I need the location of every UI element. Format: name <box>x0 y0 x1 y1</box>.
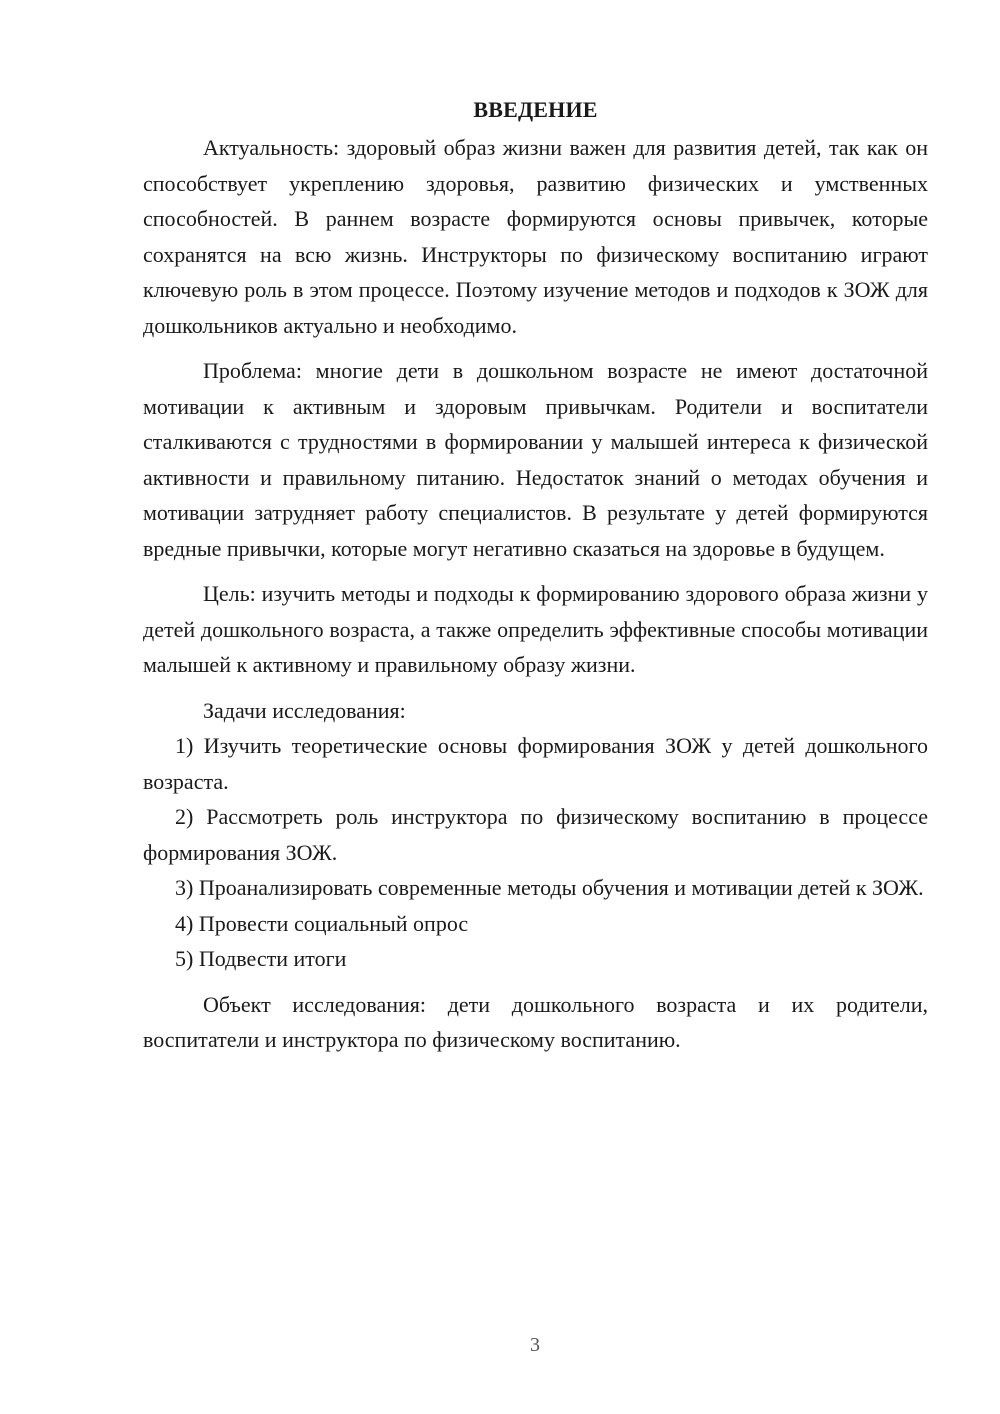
paragraph-problem: Проблема: многие дети в дошкольном возрасте не имеют достаточной мотивации к активным и здоровым привычкам. Родители и воспитатели сталкиваются с трудностями в формировании у малышей интереса к физической активности и правильному питанию. Недостаток знаний о методах обучения и мотивации затрудняет работу специалистов. В результате у детей формируются вредные привычки, которые могут негативно сказаться на здоровье в будущем. <box>143 358 928 561</box>
document-page <box>143 92 928 1058</box>
tasks-heading: Задачи исследования: <box>203 697 406 723</box>
list-item: 2) Рассмотреть роль инструктора по физическому воспитанию в процессе формирования ЗОЖ. <box>143 804 928 865</box>
paragraph-goal: Цель: изучить методы и подходы к формированию здорового образа жизни у детей дошкольного возраста, а также определить эффективные способы мотивации малышей к активному и правильному образу жизни. <box>143 581 928 677</box>
list-item: 5) Подвести итоги <box>175 946 347 971</box>
paragraph-relevance: Актуальность: здоровый образ жизни важен для развития детей, так как он способствует укреплению здоровья, развитию физических и умственных способностей. В раннем возрасте формируются основы привычек, которые сохранятся на всю жизнь. Инструкторы по физическому воспитанию играют ключевую роль в этом процессе. Поэтому изучение методов и подходов к ЗОЖ для дошкольников актуально и необходимо. <box>143 135 928 338</box>
tasks-list <box>143 728 928 977</box>
page-title: ВВЕДЕНИЕ <box>473 97 598 122</box>
list-item: 4) Провести социальный опрос <box>175 910 469 936</box>
list-item: 1) Изучить теоретические основы формирования ЗОЖ у детей дошкольного возраста. <box>143 733 928 794</box>
paragraph-object: Объект исследования: дети дошкольного возраста и их родители, воспитатели и инструктора по физическому воспитанию. <box>143 991 928 1052</box>
page-number: 3 <box>530 1334 540 1356</box>
list-item: 3) Проанализировать современные методы обучения и мотивации детей к ЗОЖ. <box>175 875 924 900</box>
